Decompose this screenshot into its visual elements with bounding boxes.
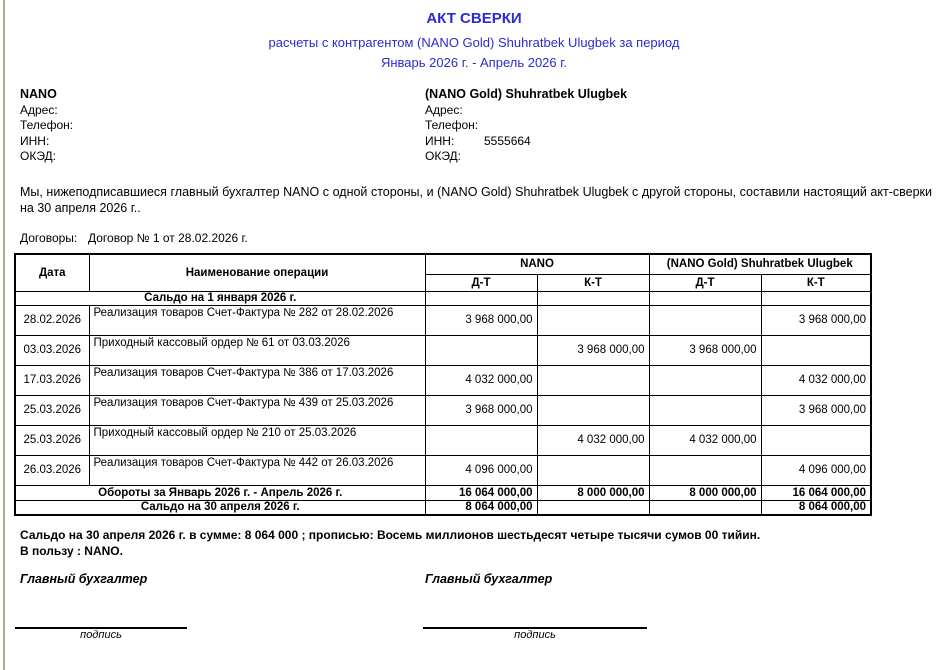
table-row xyxy=(15,425,871,455)
row-amount: 4 032 000,00 xyxy=(649,425,761,455)
opening-balance-label: Сальдо на 1 января 2026 г. xyxy=(15,291,425,305)
table-row xyxy=(15,395,871,425)
table-row xyxy=(15,335,871,365)
row-operation: Реализация товаров Счет-Фактура № 386 от 17.03.2026 xyxy=(89,365,425,395)
col-group-left-org: NANO xyxy=(425,254,649,274)
signature-caption-left: подпись xyxy=(80,629,122,641)
col-header-credit-left: К-Т xyxy=(537,274,649,291)
col-header-credit-right: К-Т xyxy=(761,274,871,291)
party-right xyxy=(425,87,932,165)
turnover-amount: 16 064 000,00 xyxy=(761,485,871,500)
row-operation: Приходный кассовый ордер № 210 от 25.03.2026 xyxy=(89,425,425,455)
row-amount xyxy=(425,335,537,365)
col-header-debit-left: Д-Т xyxy=(425,274,537,291)
table-row xyxy=(15,455,871,485)
contracts-line xyxy=(20,231,248,245)
party-left-phone-row: Телефон: xyxy=(20,118,74,132)
party-right-phone-row: Телефон: xyxy=(425,118,479,132)
contracts-label: Договоры: xyxy=(20,231,78,245)
opening-balance-cell xyxy=(761,291,871,305)
col-group-right-org: (NANO Gold) Shuhratbek Ulugbek xyxy=(649,254,871,274)
row-date: 28.02.2026 xyxy=(15,305,89,335)
table-row xyxy=(15,305,871,335)
closing-balance-row xyxy=(15,500,871,515)
row-amount xyxy=(761,335,871,365)
table-row xyxy=(15,365,871,395)
party-right-address-row: Адрес: xyxy=(425,102,463,117)
row-amount xyxy=(537,305,649,335)
reconciliation-table xyxy=(14,253,872,516)
row-date: 25.03.2026 xyxy=(15,425,89,455)
page-left-edge-line xyxy=(3,0,5,670)
signature-block-left xyxy=(15,627,187,641)
parties-section xyxy=(20,87,932,165)
row-operation: Приходный кассовый ордер № 61 от 03.03.2026 xyxy=(89,335,425,365)
opening-balance-cell xyxy=(649,291,761,305)
row-amount xyxy=(649,365,761,395)
row-amount: 3 968 000,00 xyxy=(649,335,761,365)
col-header-date: Дата xyxy=(15,254,89,291)
party-left-address-row: Адрес: xyxy=(20,102,58,117)
row-amount: 3 968 000,00 xyxy=(761,305,871,335)
row-amount: 4 032 000,00 xyxy=(761,365,871,395)
signatory-title-right: Главный бухгалтер xyxy=(425,572,553,586)
row-amount xyxy=(649,455,761,485)
party-right-oked-row: ОКЭД: xyxy=(425,149,462,163)
summary-favor-line: В пользу : NANO. xyxy=(20,543,123,558)
party-right-inn-row: ИНН: 5555664 xyxy=(425,133,531,148)
row-amount xyxy=(537,365,649,395)
intro-paragraph: Мы, нижеподписавшиеся главный бухгалтер NANO с одной стороны, и (NANO Gold) Shuhratbek Ulugbek с другой стороны, составили настоящий акт-сверки на 30 апреля 2026 г.. xyxy=(20,185,932,215)
party-left-inn-row: ИНН: xyxy=(20,133,50,148)
row-date: 17.03.2026 xyxy=(15,365,89,395)
party-left xyxy=(20,87,425,165)
row-operation: Реализация товаров Счет-Фактура № 442 от 26.03.2026 xyxy=(89,455,425,485)
col-header-operation: Наименование операции xyxy=(89,254,425,291)
turnover-label: Обороты за Январь 2026 г. - Апрель 2026 г. xyxy=(15,485,425,500)
party-left-name: NANO xyxy=(20,87,57,101)
row-amount: 3 968 000,00 xyxy=(537,335,649,365)
row-date: 26.03.2026 xyxy=(15,455,89,485)
col-header-debit-right: Д-Т xyxy=(649,274,761,291)
turnover-amount: 8 000 000,00 xyxy=(649,485,761,500)
doc-title: АКТ СВЕРКИ xyxy=(426,10,522,27)
closing-balance-amount xyxy=(537,500,649,515)
closing-balance-amount: 8 064 000,00 xyxy=(425,500,537,515)
turnover-row xyxy=(15,485,871,500)
signature-caption-right: подпись xyxy=(514,629,556,641)
party-right-name: (NANO Gold) Shuhratbek Ulugbek xyxy=(425,87,628,101)
row-date: 25.03.2026 xyxy=(15,395,89,425)
row-date: 03.03.2026 xyxy=(15,335,89,365)
party-left-oked-row: ОКЭД: xyxy=(20,149,57,163)
row-amount xyxy=(537,395,649,425)
row-operation: Реализация товаров Счет-Фактура № 439 от 25.03.2026 xyxy=(89,395,425,425)
row-amount: 3 968 000,00 xyxy=(761,395,871,425)
doc-subtitle-counterparty: расчеты с контрагентом (NANO Gold) Shuhratbek Ulugbek за период xyxy=(268,35,680,50)
row-amount xyxy=(649,395,761,425)
row-amount: 4 096 000,00 xyxy=(425,455,537,485)
row-amount: 4 032 000,00 xyxy=(537,425,649,455)
signature-block-right xyxy=(423,627,647,641)
summary-section xyxy=(20,528,932,559)
summary-amount-line: Сальдо на 30 апреля 2026 г. в сумме: 8 064 000 ; прописью: Восемь миллионов шестьдесят четыре тысячи сумов 00 тийин. xyxy=(20,528,761,542)
closing-balance-amount xyxy=(649,500,761,515)
turnover-amount: 8 000 000,00 xyxy=(537,485,649,500)
opening-balance-row xyxy=(15,291,871,305)
party-right-inn-value: 5555664 xyxy=(484,133,531,148)
closing-balance-label: Сальдо на 30 апреля 2026 г. xyxy=(15,500,425,515)
doc-subtitle-period: Январь 2026 г. - Апрель 2026 г. xyxy=(380,55,568,70)
opening-balance-cell xyxy=(537,291,649,305)
closing-balance-amount: 8 064 000,00 xyxy=(761,500,871,515)
opening-balance-cell xyxy=(425,291,537,305)
turnover-amount: 16 064 000,00 xyxy=(425,485,537,500)
row-amount: 4 096 000,00 xyxy=(761,455,871,485)
signatory-title-left: Главный бухгалтер xyxy=(20,572,148,586)
row-amount xyxy=(537,455,649,485)
document-header xyxy=(0,10,948,75)
row-amount: 3 968 000,00 xyxy=(425,305,537,335)
contracts-value: Договор № 1 от 28.02.2026 г. xyxy=(88,231,248,245)
row-amount xyxy=(649,305,761,335)
row-amount xyxy=(761,425,871,455)
row-amount: 3 968 000,00 xyxy=(425,395,537,425)
row-amount xyxy=(425,425,537,455)
row-amount: 4 032 000,00 xyxy=(425,365,537,395)
row-operation: Реализация товаров Счет-Фактура № 282 от 28.02.2026 xyxy=(89,305,425,335)
